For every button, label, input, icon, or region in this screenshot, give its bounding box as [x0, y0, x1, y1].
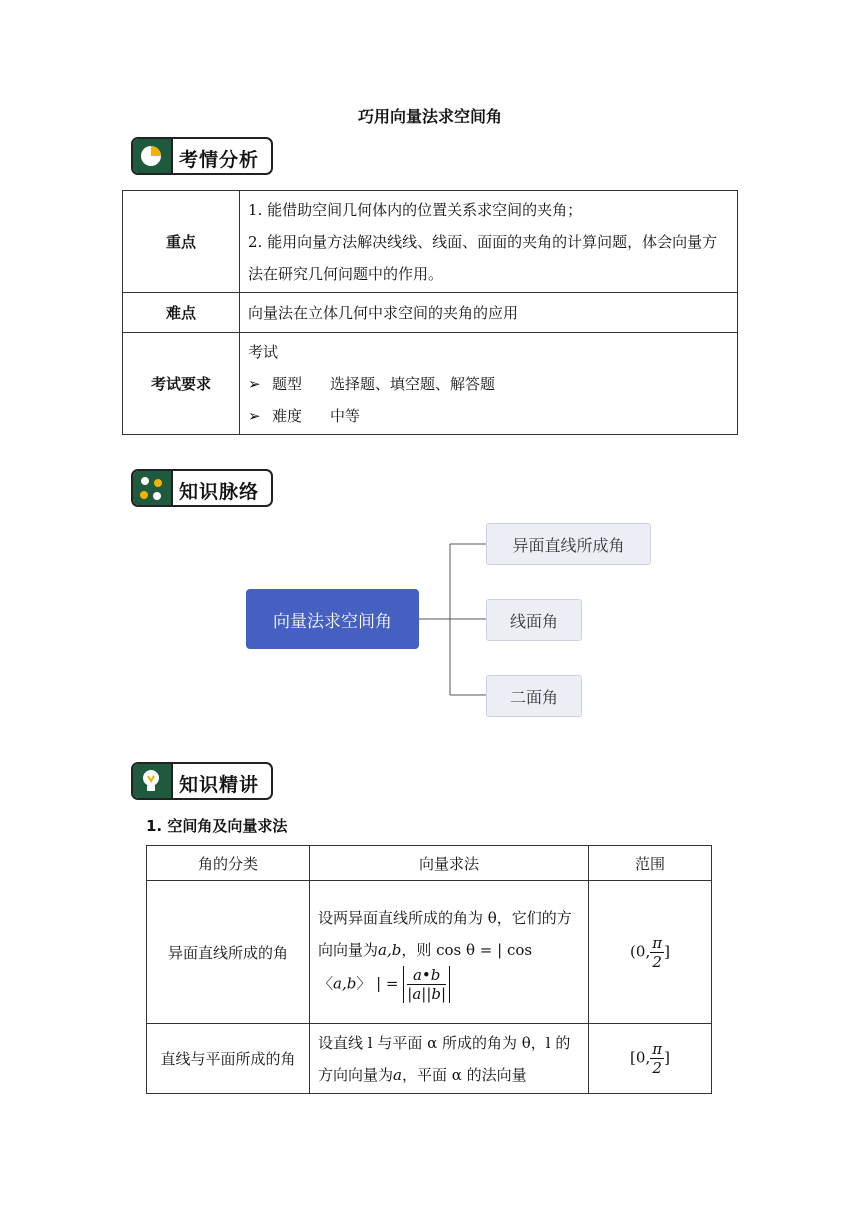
focus-label: 重点	[123, 191, 240, 293]
exam-label: 考试要求	[123, 333, 240, 435]
header-method: 向量求法	[310, 846, 589, 881]
row-range: (0, $\frac{\pi}{2}$ ]	[589, 881, 712, 1024]
exam-type-label: 题型	[272, 374, 303, 393]
row-method: 设两异面直线所成的角为 θ，它们的方向向量为a,b，则 cos θ = | cos 〈a,b〉 | = $\frac{a•b}{|a||b|}$	[310, 881, 589, 1024]
mindmap-root: 向量法求空间角	[246, 589, 419, 649]
angle-table	[146, 845, 712, 1094]
section-badge-explain	[131, 762, 273, 800]
vector-a: a	[393, 1065, 402, 1084]
lightbulb-icon	[133, 764, 173, 798]
vector-ab: a,b	[378, 940, 402, 959]
section-title-analysis: 考情分析	[179, 149, 260, 171]
exam-head: 考试	[248, 342, 279, 361]
arrow-bullet-icon: ➢	[248, 374, 261, 393]
difficulty-text: 向量法在立体几何中求空间的夹角的应用	[240, 293, 738, 333]
row-type: 直线与平面所成的角	[147, 1024, 310, 1094]
focus-item-2: 2. 能用向量方法解决线线、线面、面面的夹角的计算问题，体会向量方法在研究几何问题中的作用。	[248, 232, 718, 283]
exam-type-value: 选择题、填空题、解答题	[330, 374, 496, 393]
row-type: 异面直线所成的角	[147, 881, 310, 1024]
vector-ab: a,b	[333, 974, 357, 992]
row-method: 设直线 l 与平面 α 所成的角为 θ，l 的方向向量为a，平面 α 的法向量	[310, 1024, 589, 1094]
exam-level-value: 中等	[330, 406, 361, 425]
difficulty-label: 难点	[123, 293, 240, 333]
row-range: [0, $\frac{\pi}{2}$ ]	[589, 1024, 712, 1094]
mindmap-node-line-plane: 线面角	[486, 599, 582, 641]
page-title: 巧用向量法求空间角	[357, 107, 502, 126]
focus-item-1: 1. 能借助空间几何体内的位置关系求空间的夹角；	[248, 200, 583, 219]
section-title-context: 知识脉络	[179, 481, 260, 503]
header-type: 角的分类	[147, 846, 310, 881]
mindmap-node-dihedral: 二面角	[486, 675, 582, 717]
section-title-explain: 知识精讲	[179, 774, 260, 796]
mindmap-node-skew-lines: 异面直线所成角	[486, 523, 651, 565]
section-heading: 1. 空间角及向量求法	[146, 817, 288, 835]
cos-formula: $\frac{a•b}{|a||b|}$	[403, 966, 450, 1003]
exam-level-label: 难度	[272, 406, 303, 425]
arrow-bullet-icon: ➢	[248, 406, 261, 425]
header-range: 范围	[589, 846, 712, 881]
